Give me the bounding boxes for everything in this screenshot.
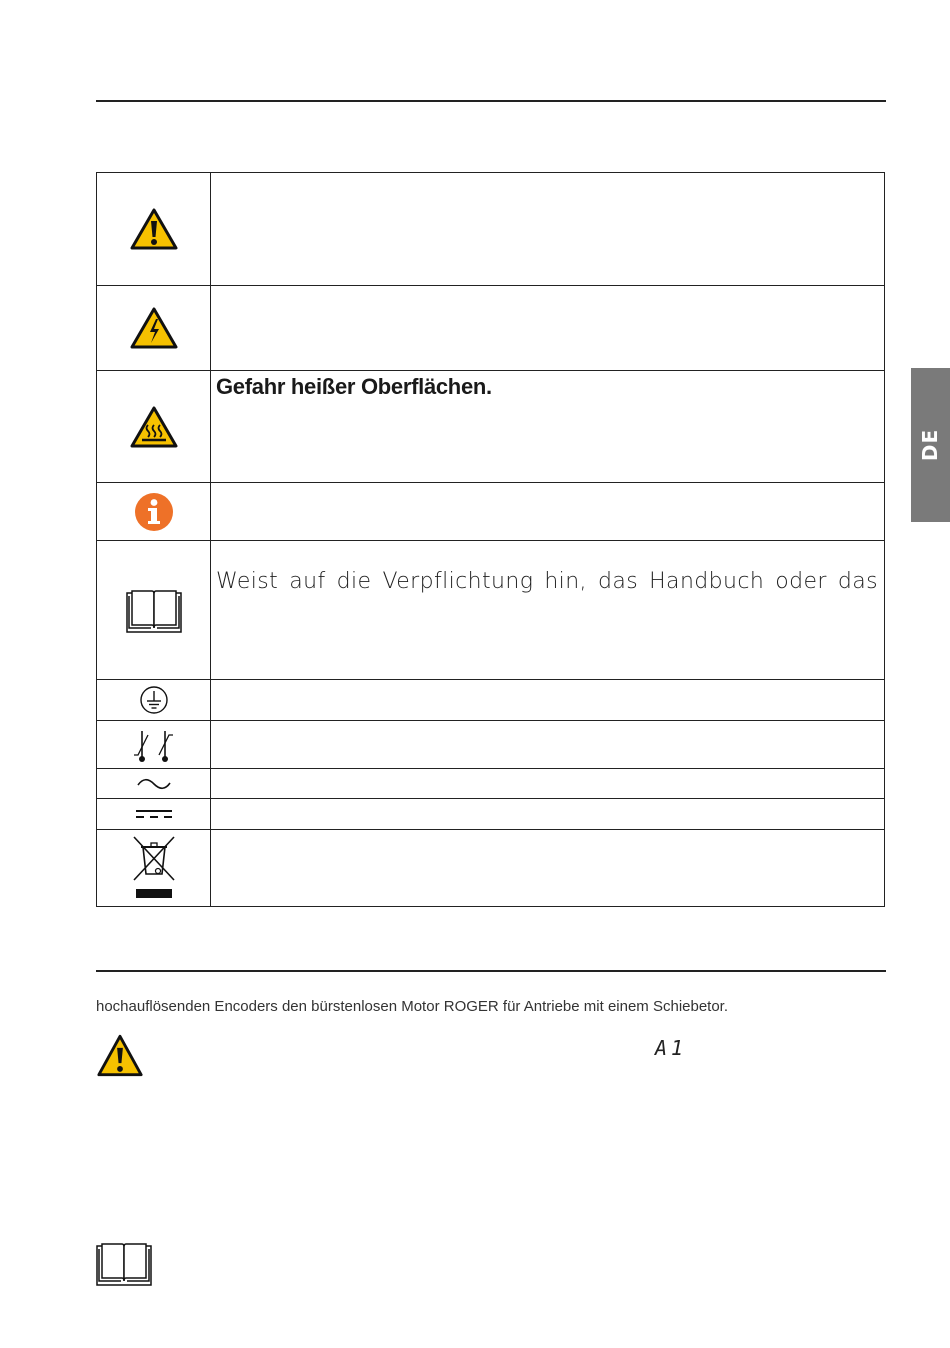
- table-row: [97, 371, 885, 483]
- section-rule: [96, 970, 886, 972]
- display-code: A1: [655, 1036, 688, 1060]
- table-row: [97, 541, 885, 680]
- manual-obligation-text: Weist auf die Verpflichtung hin, das Handbuch oder das: [216, 569, 878, 594]
- hot-surface-icon: [129, 405, 179, 449]
- hot-surface-heading: Gefahr heißer Oberflächen.: [216, 374, 492, 399]
- language-tab[interactable]: [911, 368, 950, 522]
- intro-text: hochauflösenden Encoders den bürstenlosen Motor ROGER für Antriebe mit einem Schiebetor.: [96, 998, 729, 1015]
- temperature-range-icon: [129, 725, 179, 765]
- read-manual-icon: [126, 587, 182, 633]
- table-row: [97, 769, 885, 799]
- language-tab-label: DE: [918, 428, 943, 462]
- read-manual-icon: [96, 1240, 152, 1286]
- weee-disposal-icon: [129, 834, 179, 902]
- table-row: [97, 680, 885, 721]
- table-row: [97, 830, 885, 907]
- electric-hazard-icon: [129, 306, 179, 350]
- warning-triangle-icon: [96, 1033, 144, 1078]
- protective-earth-icon: [139, 685, 169, 715]
- top-rule: [96, 100, 886, 102]
- symbols-table: [96, 172, 885, 907]
- table-row: [97, 799, 885, 830]
- table-row: [97, 721, 885, 769]
- info-icon: [134, 492, 174, 532]
- alternating-current-icon: [136, 776, 172, 792]
- table-row: [97, 173, 885, 286]
- direct-current-icon: [134, 807, 174, 821]
- table-row: [97, 286, 885, 371]
- warning-triangle-icon: [129, 207, 179, 251]
- table-row: [97, 483, 885, 541]
